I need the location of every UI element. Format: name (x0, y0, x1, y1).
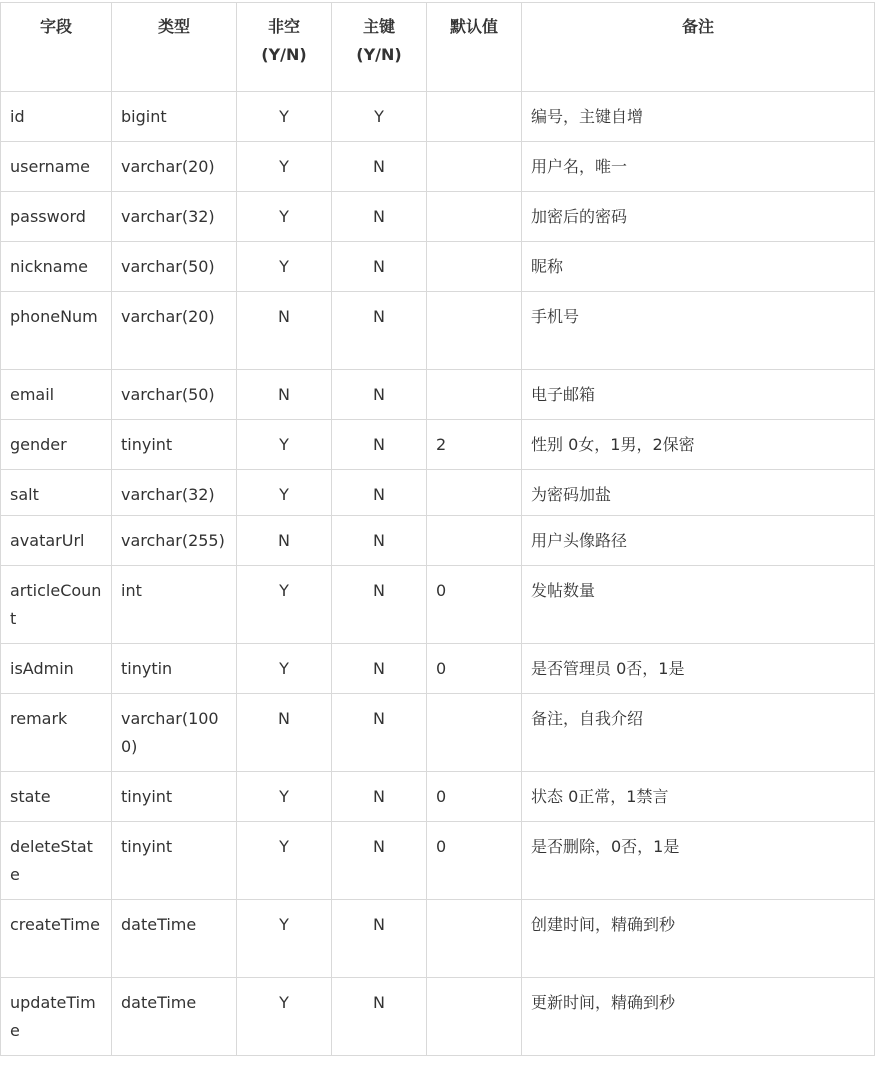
cell-type: varchar(1000) (112, 694, 237, 772)
cell-primary-key: N (332, 242, 427, 292)
cell-not-null: Y (237, 192, 332, 242)
table-row (1, 822, 875, 900)
table-row (1, 978, 875, 1056)
cell-primary-key: N (332, 192, 427, 242)
cell-field: state (1, 772, 112, 822)
cell-not-null: Y (237, 900, 332, 978)
cell-default (427, 292, 522, 370)
table-row (1, 142, 875, 192)
cell-remark: 昵称 (522, 242, 875, 292)
cell-remark: 是否管理员 0否，1是 (522, 644, 875, 694)
cell-field: email (1, 370, 112, 420)
table-row (1, 292, 875, 370)
cell-not-null: N (237, 292, 332, 370)
cell-type: int (112, 566, 237, 644)
header-type: 类型 (112, 3, 237, 92)
cell-default (427, 516, 522, 566)
table-row (1, 242, 875, 292)
table-row (1, 92, 875, 142)
cell-remark: 电子邮箱 (522, 370, 875, 420)
cell-default: 0 (427, 566, 522, 644)
cell-type: bigint (112, 92, 237, 142)
cell-primary-key: N (332, 694, 427, 772)
cell-primary-key: Y (332, 92, 427, 142)
cell-primary-key: N (332, 978, 427, 1056)
cell-not-null: Y (237, 772, 332, 822)
cell-not-null: Y (237, 978, 332, 1056)
table-row (1, 644, 875, 694)
table-row (1, 516, 875, 566)
cell-not-null: N (237, 694, 332, 772)
cell-primary-key: N (332, 420, 427, 470)
cell-not-null: N (237, 516, 332, 566)
cell-not-null: Y (237, 644, 332, 694)
cell-default: 0 (427, 644, 522, 694)
cell-type: tinyint (112, 772, 237, 822)
schema-table (0, 2, 875, 1056)
table-row (1, 370, 875, 420)
cell-default: 2 (427, 420, 522, 470)
cell-field: nickname (1, 242, 112, 292)
cell-remark: 是否删除，0否，1是 (522, 822, 875, 900)
table-row (1, 900, 875, 978)
table-row (1, 694, 875, 772)
cell-field: deleteState (1, 822, 112, 900)
cell-remark: 备注，自我介绍 (522, 694, 875, 772)
cell-default (427, 978, 522, 1056)
cell-remark: 创建时间，精确到秒 (522, 900, 875, 978)
header-default: 默认值 (427, 3, 522, 92)
table-row (1, 566, 875, 644)
cell-default (427, 142, 522, 192)
cell-default (427, 900, 522, 978)
cell-type: varchar(20) (112, 292, 237, 370)
cell-field: isAdmin (1, 644, 112, 694)
cell-primary-key: N (332, 516, 427, 566)
cell-type: tinyint (112, 420, 237, 470)
cell-type: varchar(50) (112, 242, 237, 292)
cell-type: varchar(32) (112, 192, 237, 242)
cell-not-null: Y (237, 92, 332, 142)
cell-type: varchar(255) (112, 516, 237, 566)
cell-field: username (1, 142, 112, 192)
cell-remark: 用户头像路径 (522, 516, 875, 566)
header-remark: 备注 (522, 3, 875, 92)
header-not-null: 非空 (Y/N) (237, 3, 332, 92)
table-row (1, 470, 875, 516)
cell-primary-key: N (332, 292, 427, 370)
cell-type: varchar(20) (112, 142, 237, 192)
cell-remark: 为密码加盐 (522, 470, 875, 516)
cell-primary-key: N (332, 470, 427, 516)
cell-field: phoneNum (1, 292, 112, 370)
cell-primary-key: N (332, 644, 427, 694)
cell-not-null: Y (237, 142, 332, 192)
cell-field: password (1, 192, 112, 242)
cell-remark: 发帖数量 (522, 566, 875, 644)
cell-type: tinyint (112, 822, 237, 900)
cell-primary-key: N (332, 566, 427, 644)
cell-type: dateTime (112, 978, 237, 1056)
cell-field: salt (1, 470, 112, 516)
cell-not-null: Y (237, 566, 332, 644)
table-row (1, 420, 875, 470)
cell-not-null: Y (237, 470, 332, 516)
header-row (1, 3, 875, 92)
cell-default (427, 470, 522, 516)
cell-primary-key: N (332, 772, 427, 822)
cell-default (427, 192, 522, 242)
cell-field: updateTime (1, 978, 112, 1056)
cell-field: avatarUrl (1, 516, 112, 566)
cell-field: articleCount (1, 566, 112, 644)
cell-not-null: Y (237, 420, 332, 470)
header-primary-key: 主键 (Y/N) (332, 3, 427, 92)
cell-field: gender (1, 420, 112, 470)
cell-remark: 用户名，唯一 (522, 142, 875, 192)
cell-field: id (1, 92, 112, 142)
cell-primary-key: N (332, 900, 427, 978)
cell-default: 0 (427, 822, 522, 900)
cell-default: 0 (427, 772, 522, 822)
cell-remark: 手机号 (522, 292, 875, 370)
cell-field: remark (1, 694, 112, 772)
cell-field: createTime (1, 900, 112, 978)
table-row (1, 192, 875, 242)
cell-not-null: Y (237, 822, 332, 900)
cell-type: varchar(32) (112, 470, 237, 516)
table-body (1, 92, 875, 1056)
cell-primary-key: N (332, 370, 427, 420)
cell-type: tinytin (112, 644, 237, 694)
cell-default (427, 370, 522, 420)
cell-remark: 更新时间，精确到秒 (522, 978, 875, 1056)
cell-remark: 性别 0女，1男，2保密 (522, 420, 875, 470)
cell-primary-key: N (332, 142, 427, 192)
cell-remark: 加密后的密码 (522, 192, 875, 242)
cell-remark: 编号，主键自增 (522, 92, 875, 142)
cell-not-null: N (237, 370, 332, 420)
cell-type: dateTime (112, 900, 237, 978)
cell-type: varchar(50) (112, 370, 237, 420)
table-row (1, 772, 875, 822)
header-field: 字段 (1, 3, 112, 92)
cell-not-null: Y (237, 242, 332, 292)
cell-default (427, 694, 522, 772)
cell-primary-key: N (332, 822, 427, 900)
cell-default (427, 92, 522, 142)
cell-default (427, 242, 522, 292)
cell-remark: 状态 0正常，1禁言 (522, 772, 875, 822)
